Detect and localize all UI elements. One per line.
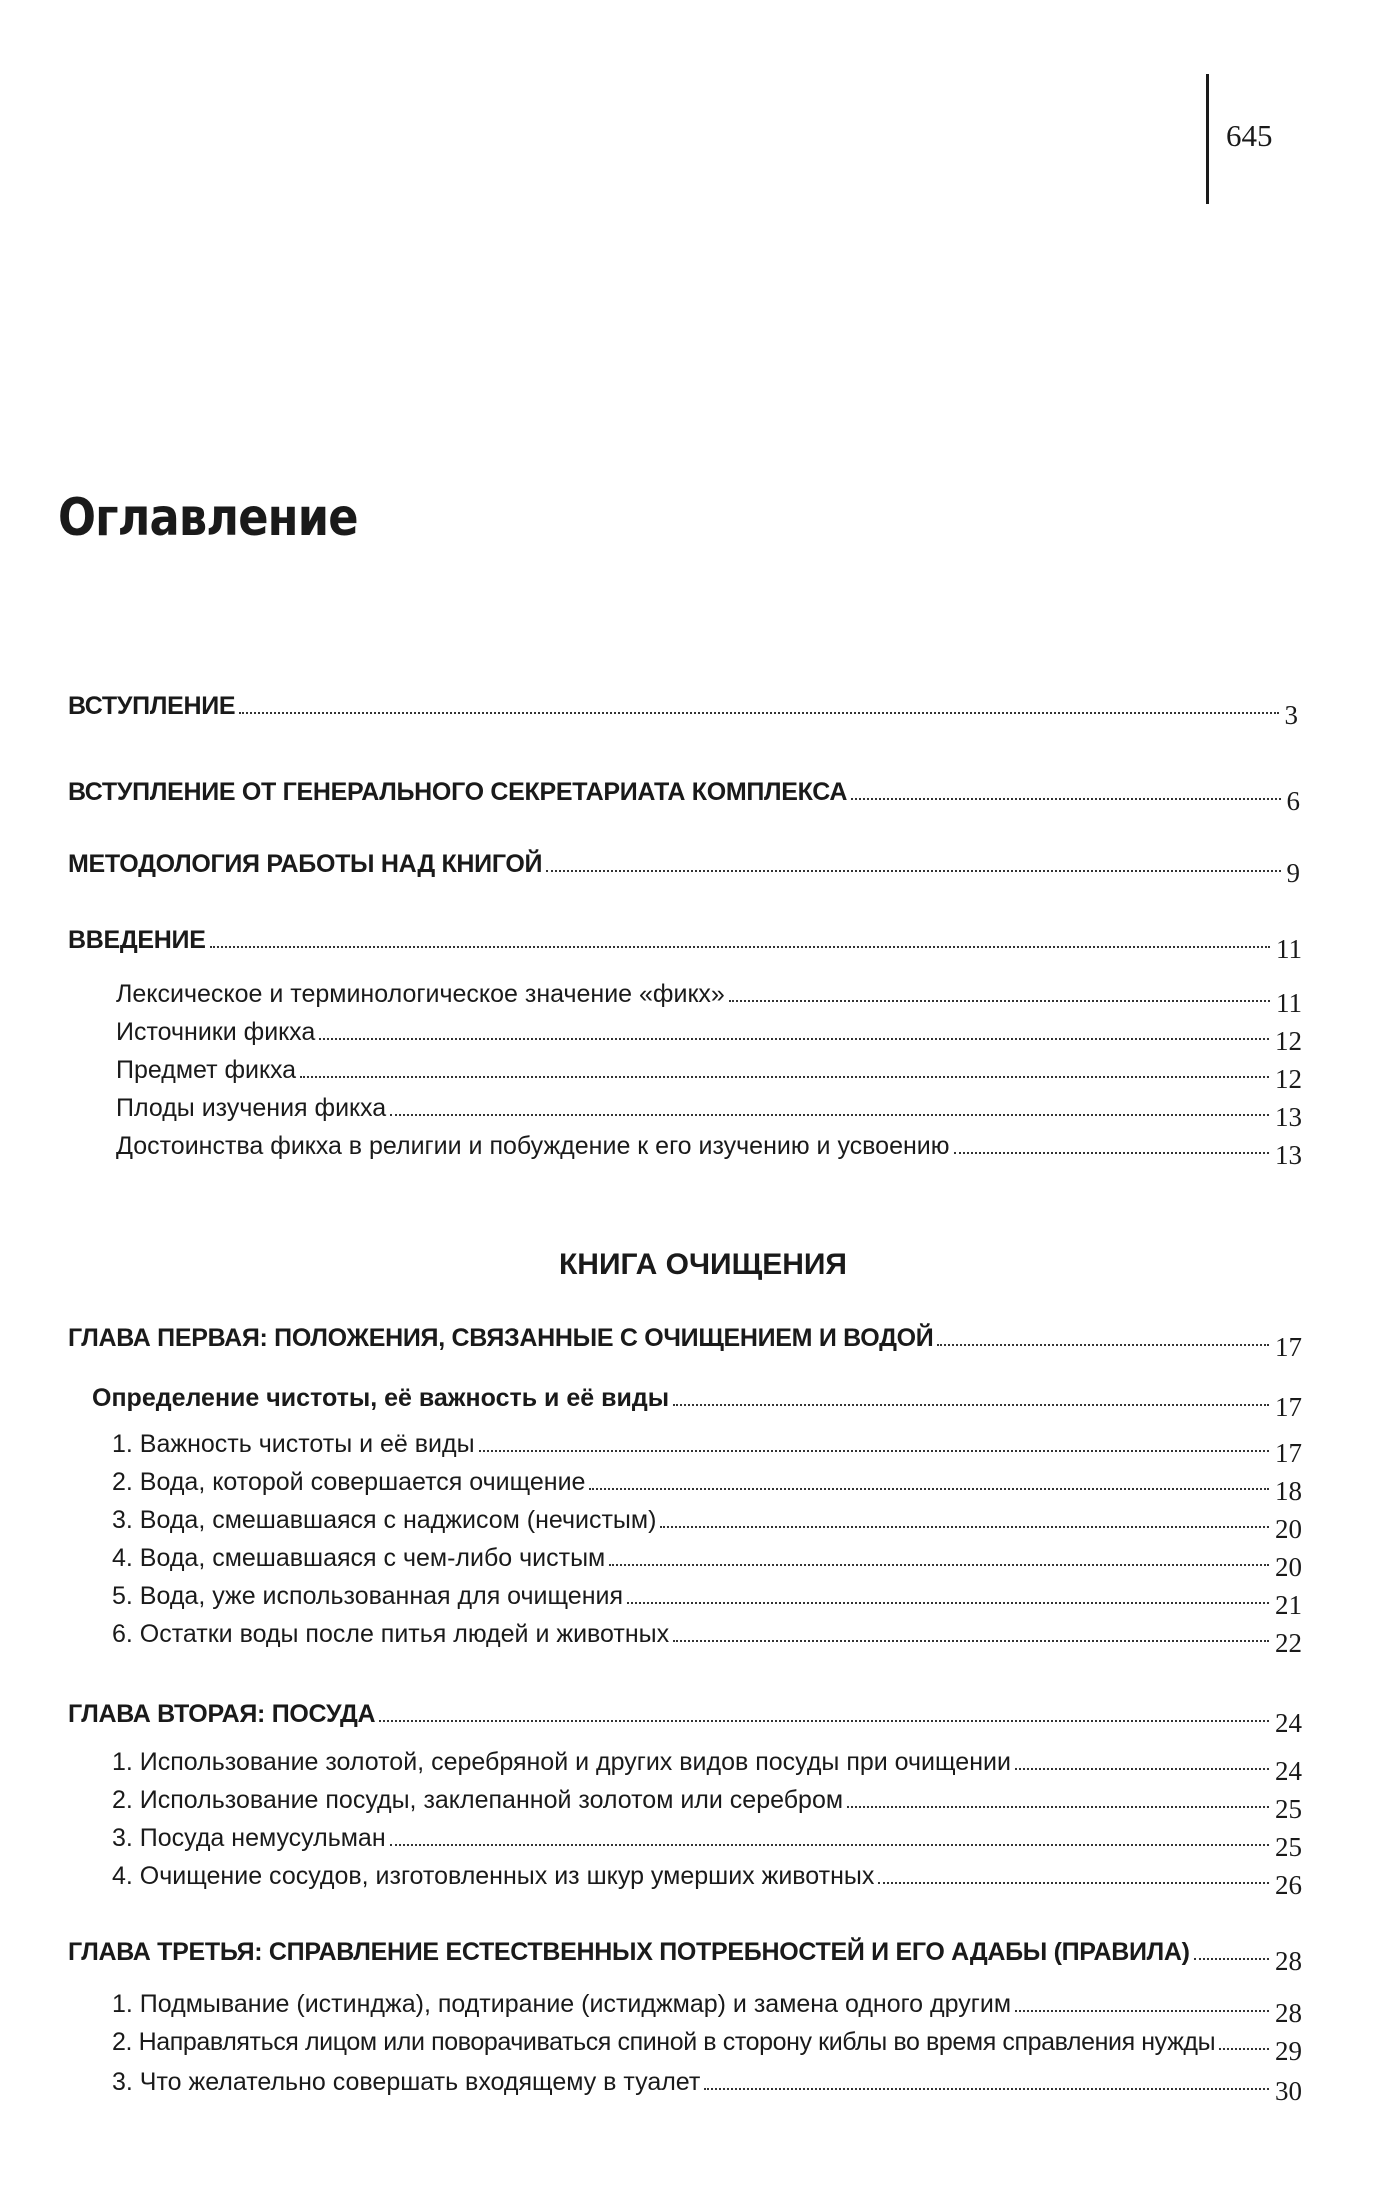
toc-entry[interactable] xyxy=(112,1542,1302,1582)
toc-entry-label: Плоды изучения фикха xyxy=(116,1094,387,1122)
toc-entry[interactable] xyxy=(112,1466,1302,1506)
leader-dots xyxy=(239,712,1278,714)
toc-entry-label: Лексическое и терминологическое значение «фикх» xyxy=(116,980,725,1008)
book-title: КНИГА ОЧИЩЕНИЯ xyxy=(558,1248,847,1281)
toc-entry[interactable] xyxy=(112,1784,1302,1824)
toc-entry-label: 1. Подмывание (истинджа), подтирание (истиджмар) и замена одного другим xyxy=(112,1990,1012,2018)
toc-entry-label: 2. Вода, которой совершается очищение xyxy=(112,1468,586,1496)
leader-dots xyxy=(390,1844,1269,1846)
leader-dots xyxy=(546,870,1280,872)
toc-entry-page: 9 xyxy=(1286,858,1300,888)
toc-entry[interactable] xyxy=(116,1016,1302,1056)
toc-entry[interactable] xyxy=(116,1054,1302,1094)
leader-dots xyxy=(589,1488,1269,1490)
leader-dots xyxy=(847,1806,1269,1808)
toc-entry-page: 13 xyxy=(1275,1140,1302,1170)
toc-entry-label: 4. Вода, смешавшаяся с чем-либо чистым xyxy=(112,1544,606,1572)
leader-dots xyxy=(673,1404,1269,1406)
toc-entry-page: 18 xyxy=(1275,1476,1302,1506)
leader-dots xyxy=(878,1882,1269,1884)
toc-entry[interactable] xyxy=(112,2026,1302,2066)
toc-entry-page: 25 xyxy=(1275,1832,1302,1862)
toc-entry-page: 20 xyxy=(1275,1552,1302,1582)
toc-entry-page: 17 xyxy=(1275,1392,1302,1422)
toc-entry-label: 4. Очищение сосудов, изготовленных из шкур умерших животных xyxy=(112,1862,875,1890)
toc-entry-page: 24 xyxy=(1275,1708,1302,1738)
toc-entry[interactable] xyxy=(112,1504,1302,1544)
leader-dots xyxy=(673,1640,1269,1642)
toc-title: Оглавление xyxy=(58,488,358,548)
toc-entry-label: Достоинства фикха в религии и побуждение к его изучению и усвоению xyxy=(116,1132,950,1160)
toc-entry[interactable] xyxy=(116,1092,1302,1132)
toc-entry-page: 6 xyxy=(1286,786,1300,816)
toc-entry-secretariat[interactable] xyxy=(68,776,1300,816)
page-number: 645 xyxy=(1226,118,1273,153)
toc-entry-page: 12 xyxy=(1275,1026,1302,1056)
leader-dots xyxy=(1015,2010,1269,2012)
leader-dots xyxy=(609,1564,1269,1566)
toc-entry-page: 11 xyxy=(1276,988,1302,1018)
toc-entry-label: 1. Использование золотой, серебряной и других видов посуды при очищении xyxy=(112,1748,1011,1776)
toc-entry-page: 11 xyxy=(1276,934,1302,964)
leader-dots xyxy=(704,2088,1269,2090)
toc-entry-page: 28 xyxy=(1275,1998,1302,2028)
toc-entry-label: ВСТУПЛЕНИЕ ОТ ГЕНЕРАЛЬНОГО СЕКРЕТАРИАТА КОМПЛЕКСА xyxy=(68,778,848,806)
toc-entry-page: 17 xyxy=(1275,1332,1302,1362)
toc-entry-page: 21 xyxy=(1275,1590,1302,1620)
leader-dots xyxy=(479,1450,1269,1452)
toc-entry-label: ГЛАВА ТРЕТЬЯ: СПРАВЛЕНИЕ ЕСТЕСТВЕННЫХ ПОТРЕБНОСТЕЙ И ЕГО АДАБЫ (ПРАВИЛА) xyxy=(68,1938,1190,1966)
toc-entry-page: 12 xyxy=(1275,1064,1302,1094)
toc-entry[interactable] xyxy=(112,1860,1302,1900)
toc-entry[interactable] xyxy=(112,1618,1302,1658)
toc-entry-page: 26 xyxy=(1275,1870,1302,1900)
toc-entry-label: ВВЕДЕНИЕ xyxy=(68,926,206,954)
toc-entry-page: 17 xyxy=(1275,1438,1302,1468)
toc-entry-label: ГЛАВА ВТОРАЯ: ПОСУДА xyxy=(68,1700,376,1728)
leader-dots xyxy=(390,1114,1269,1116)
toc-entry[interactable] xyxy=(112,1822,1302,1862)
leader-dots xyxy=(851,798,1280,800)
toc-entry[interactable] xyxy=(112,1746,1302,1786)
leader-dots xyxy=(300,1076,1269,1078)
toc-entry-label: Определение чистоты, её важность и её виды xyxy=(92,1384,670,1412)
toc-entry-label: Предмет фикха xyxy=(116,1056,297,1084)
toc-entry-label: ВСТУПЛЕНИЕ xyxy=(68,692,236,720)
toc-entry-label: 2. Использование посуды, заклепанной золотом или серебром xyxy=(112,1786,844,1814)
toc-entry[interactable] xyxy=(112,1988,1302,2028)
leader-dots xyxy=(379,1720,1269,1722)
toc-entry[interactable] xyxy=(116,978,1302,1018)
toc-entry-introduction[interactable] xyxy=(68,924,1302,964)
toc-entry-page: 25 xyxy=(1275,1794,1302,1824)
toc-entry-label: 1. Важность чистоты и её виды xyxy=(112,1430,475,1458)
toc-entry-intro[interactable] xyxy=(68,690,1298,730)
toc-entry-label: 6. Остатки воды после питья людей и животных xyxy=(112,1620,670,1648)
leader-dots xyxy=(627,1602,1269,1604)
toc-entry-label: 3. Вода, смешавшаяся с наджисом (нечистым) xyxy=(112,1506,657,1534)
toc-entry-page: 13 xyxy=(1275,1102,1302,1132)
toc-entry-label: 3. Посуда немусульман xyxy=(112,1824,386,1852)
toc-entry-label: ГЛАВА ПЕРВАЯ: ПОЛОЖЕНИЯ, СВЯЗАННЫЕ С ОЧИЩЕНИЕМ И ВОДОЙ xyxy=(68,1324,934,1352)
toc-entry-page: 30 xyxy=(1275,2076,1302,2106)
page-number-rule xyxy=(1206,74,1209,204)
leader-dots xyxy=(660,1526,1269,1528)
toc-entry-page: 20 xyxy=(1275,1514,1302,1544)
toc-entry-label: 3. Что желательно совершать входящему в туалет xyxy=(112,2068,701,2096)
toc-entry-page: 22 xyxy=(1275,1628,1302,1658)
toc-entry-page: 29 xyxy=(1275,2036,1302,2066)
toc-entry-label: 5. Вода, уже использованная для очищения xyxy=(112,1582,624,1610)
leader-dots xyxy=(319,1038,1269,1040)
toc-entry-page: 24 xyxy=(1275,1756,1302,1786)
toc-entry[interactable] xyxy=(112,2066,1302,2106)
leader-dots xyxy=(954,1152,1270,1154)
leader-dots xyxy=(1219,2048,1269,2050)
leader-dots xyxy=(729,1000,1270,1002)
leader-dots xyxy=(937,1344,1269,1346)
toc-entry[interactable] xyxy=(112,1428,1302,1468)
toc-chapter-3[interactable] xyxy=(68,1936,1302,1976)
toc-subsection[interactable] xyxy=(92,1382,1302,1422)
toc-entry-label: МЕТОДОЛОГИЯ РАБОТЫ НАД КНИГОЙ xyxy=(68,850,543,878)
toc-chapter-2[interactable] xyxy=(68,1698,1302,1738)
toc-entry-label: 2. Направляться лицом или поворачиваться спиной в сторону киблы во время справления нужды xyxy=(112,2028,1216,2056)
leader-dots xyxy=(1015,1768,1269,1770)
toc-entry-methodology[interactable] xyxy=(68,848,1300,888)
toc-entry[interactable] xyxy=(112,1580,1302,1620)
toc-entry-page: 3 xyxy=(1284,700,1298,730)
toc-entry[interactable] xyxy=(116,1130,1302,1170)
leader-dots xyxy=(1194,1958,1269,1960)
leader-dots xyxy=(210,946,1270,948)
toc-chapter-1[interactable] xyxy=(68,1322,1302,1362)
toc-entry-page: 28 xyxy=(1275,1946,1302,1976)
toc-entry-label: Источники фикха xyxy=(116,1018,316,1046)
